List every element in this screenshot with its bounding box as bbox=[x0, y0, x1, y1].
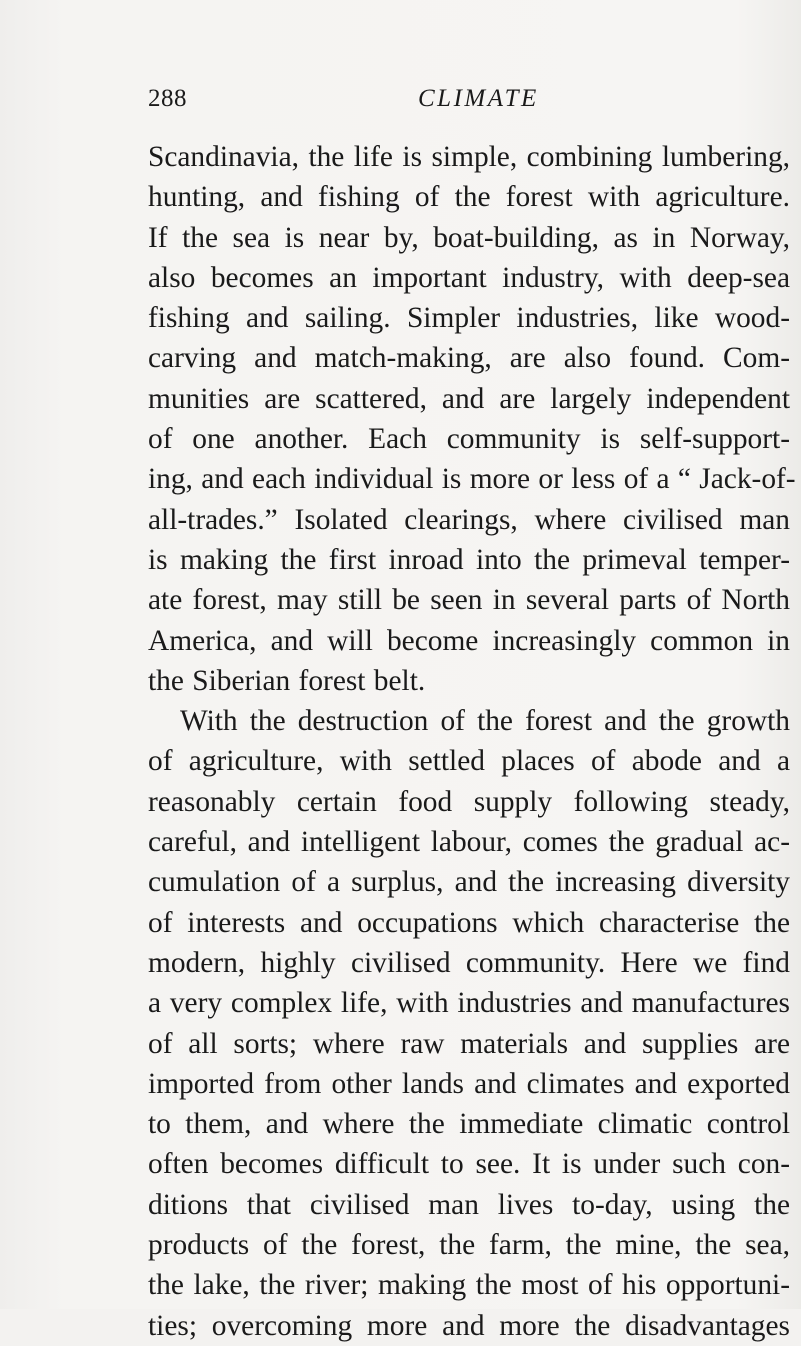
text-line: the lake, the river; making the most of his opportuni- bbox=[148, 1269, 790, 1302]
text-line: If the sea is near by, boat-building, as in Norway, bbox=[148, 221, 790, 254]
text-line: America, and will become increasingly common in bbox=[148, 624, 790, 657]
body-text bbox=[148, 137, 796, 1346]
text-line: all-trades.” Isolated clearings, where civilised man bbox=[148, 503, 790, 536]
text-line: also becomes an important industry, with deep-sea bbox=[148, 261, 790, 294]
text-line: ditions that civilised man lives to-day, using the bbox=[148, 1188, 790, 1221]
text-line: ing, and each individual is more or less of a “ Jack-of- bbox=[148, 463, 796, 496]
text-line: careful, and intelligent labour, comes the gradual ac- bbox=[148, 826, 790, 859]
text-line: munities are scattered, and are largely independent bbox=[148, 382, 790, 415]
text-line: cumulation of a surplus, and the increasing diversity bbox=[148, 866, 790, 899]
text-line: a very complex life, with industries and manufactures bbox=[148, 987, 790, 1020]
text-line: the Siberian forest belt. bbox=[148, 664, 426, 697]
text-line: imported from other lands and climates and exported bbox=[148, 1067, 790, 1100]
running-head bbox=[148, 82, 670, 116]
text-line: of interests and occupations which characterise the bbox=[148, 906, 790, 939]
text-line: of all sorts; where raw materials and supplies are bbox=[148, 1027, 790, 1060]
text-line: carving and match-making, are also found. Com- bbox=[148, 342, 790, 375]
text-line: to them, and where the immediate climatic control bbox=[148, 1108, 790, 1141]
text-line: ties; overcoming more and more the disadvantages bbox=[148, 1309, 790, 1342]
page-number: 288 bbox=[148, 85, 187, 112]
text-line: ate forest, may still be seen in several parts of North bbox=[148, 584, 790, 617]
text-line: reasonably certain food supply following steady, bbox=[148, 785, 790, 818]
text-line: modern, highly civilised community. Here we find bbox=[148, 946, 790, 979]
text-line: is making the first inroad into the primeval temper- bbox=[148, 543, 790, 576]
text-line: With the destruction of the forest and the growth bbox=[180, 705, 790, 738]
text-line: of agriculture, with settled places of abode and a bbox=[148, 745, 790, 778]
text-line: fishing and sailing. Simpler industries, like wood- bbox=[148, 302, 790, 335]
running-title: CLIMATE bbox=[418, 85, 539, 112]
text-line: Scandinavia, the life is simple, combining lumbering, bbox=[148, 141, 790, 173]
text-line: products of the forest, the farm, the mine, the sea, bbox=[148, 1229, 790, 1262]
text-line: often becomes difficult to see. It is under such con- bbox=[148, 1148, 790, 1181]
text-line: of one another. Each community is self-support- bbox=[148, 423, 790, 456]
text-line: hunting, and fishing of the forest with agriculture. bbox=[148, 181, 790, 214]
